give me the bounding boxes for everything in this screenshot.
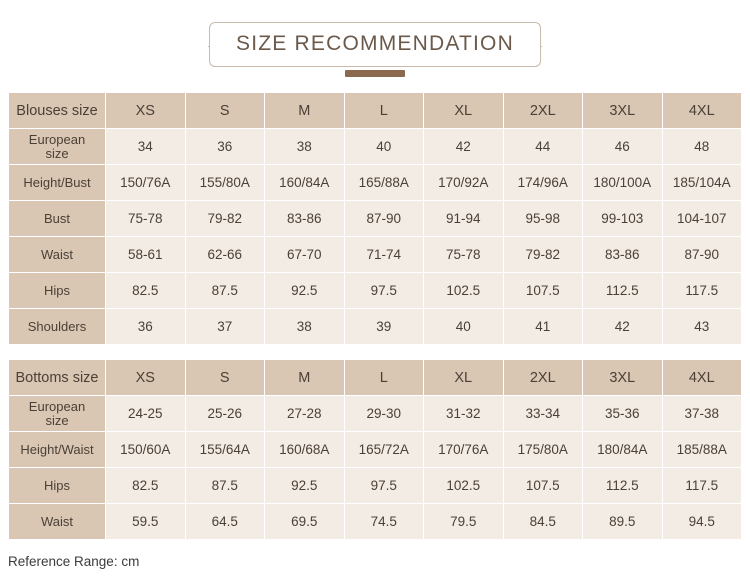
cell: 59.5	[106, 504, 186, 540]
cell: 69.5	[265, 504, 345, 540]
table-row	[9, 237, 742, 273]
row-header-waist: Waist	[9, 237, 106, 273]
cell: 165/88A	[344, 165, 424, 201]
cell: 75-78	[424, 237, 504, 273]
cell: 97.5	[344, 468, 424, 504]
table-row	[9, 468, 742, 504]
cell: 35-36	[583, 396, 663, 432]
cell: 117.5	[662, 273, 742, 309]
col-header-3xl: 3XL	[583, 360, 663, 396]
col-header-s: S	[185, 93, 265, 129]
cell: 43	[662, 309, 742, 345]
table-row	[9, 129, 742, 165]
table-row	[9, 504, 742, 540]
cell: 37-38	[662, 396, 742, 432]
row-header-hips: Hips	[9, 273, 106, 309]
row-header-line-1: European	[28, 131, 86, 147]
cell: 102.5	[424, 468, 504, 504]
col-header-xs: XS	[106, 93, 186, 129]
page-header	[0, 0, 750, 92]
row-header-waist: Waist	[9, 504, 106, 540]
cell: 38	[265, 309, 345, 345]
cell: 79-82	[503, 237, 583, 273]
cell: 37	[185, 309, 265, 345]
cell: 79-82	[185, 201, 265, 237]
bottoms-size-table	[8, 359, 742, 540]
cell: 36	[185, 129, 265, 165]
row-header-european-size	[9, 396, 106, 432]
cell: 117.5	[662, 468, 742, 504]
cell: 170/76A	[424, 432, 504, 468]
cell: 38	[265, 129, 345, 165]
cell: 89.5	[583, 504, 663, 540]
cell: 48	[662, 129, 742, 165]
table-gap	[0, 345, 750, 359]
cell: 40	[424, 309, 504, 345]
row-header-european-size	[9, 129, 106, 165]
cell: 180/100A	[583, 165, 663, 201]
cell: 180/84A	[583, 432, 663, 468]
cell: 185/104A	[662, 165, 742, 201]
cell: 44	[503, 129, 583, 165]
col-header-l: L	[344, 360, 424, 396]
cell: 97.5	[344, 273, 424, 309]
col-header-l: L	[344, 93, 424, 129]
cell: 107.5	[503, 468, 583, 504]
cell: 74.5	[344, 504, 424, 540]
col-header-4xl: 4XL	[662, 360, 742, 396]
cell: 87.5	[185, 468, 265, 504]
page-title: SIZE RECOMMENDATION	[236, 32, 514, 55]
cell: 150/60A	[106, 432, 186, 468]
cell: 83-86	[265, 201, 345, 237]
cell: 33-34	[503, 396, 583, 432]
cell: 84.5	[503, 504, 583, 540]
title-accent-bar	[345, 70, 405, 77]
cell: 175/80A	[503, 432, 583, 468]
cell: 87-90	[344, 201, 424, 237]
cell: 92.5	[265, 273, 345, 309]
cell: 42	[583, 309, 663, 345]
cell: 29-30	[344, 396, 424, 432]
col-header-2xl: 2XL	[503, 93, 583, 129]
col-header-m: M	[265, 93, 345, 129]
col-header-xs: XS	[106, 360, 186, 396]
blouses-table-wrap	[0, 92, 750, 345]
cell: 155/64A	[185, 432, 265, 468]
row-header-blouses-size: Blouses size	[9, 93, 106, 129]
row-header-height-waist: Height/Waist	[9, 432, 106, 468]
cell: 91-94	[424, 201, 504, 237]
cell: 75-78	[106, 201, 186, 237]
cell: 107.5	[503, 273, 583, 309]
cell: 92.5	[265, 468, 345, 504]
row-header-line-2: size	[45, 412, 69, 428]
cell: 160/68A	[265, 432, 345, 468]
cell: 25-26	[185, 396, 265, 432]
col-header-xl: XL	[424, 93, 504, 129]
cell: 170/92A	[424, 165, 504, 201]
cell: 41	[503, 309, 583, 345]
col-header-m: M	[265, 360, 345, 396]
table-row	[9, 273, 742, 309]
cell: 94.5	[662, 504, 742, 540]
cell: 58-61	[106, 237, 186, 273]
cell: 160/84A	[265, 165, 345, 201]
cell: 27-28	[265, 396, 345, 432]
table-row	[9, 309, 742, 345]
cell: 62-66	[185, 237, 265, 273]
cell: 82.5	[106, 273, 186, 309]
cell: 95-98	[503, 201, 583, 237]
cell: 24-25	[106, 396, 186, 432]
cell: 165/72A	[344, 432, 424, 468]
cell: 71-74	[344, 237, 424, 273]
cell: 150/76A	[106, 165, 186, 201]
cell: 83-86	[583, 237, 663, 273]
row-header-line-2: size	[45, 145, 69, 161]
col-header-2xl: 2XL	[503, 360, 583, 396]
col-header-xl: XL	[424, 360, 504, 396]
row-header-bust: Bust	[9, 201, 106, 237]
cell: 40	[344, 129, 424, 165]
table-header-row	[9, 360, 742, 396]
cell: 112.5	[583, 468, 663, 504]
cell: 87-90	[662, 237, 742, 273]
cell: 102.5	[424, 273, 504, 309]
cell: 36	[106, 309, 186, 345]
row-header-shoulders: Shoulders	[9, 309, 106, 345]
cell: 82.5	[106, 468, 186, 504]
blouses-size-table	[8, 92, 742, 345]
table-row	[9, 432, 742, 468]
col-header-3xl: 3XL	[583, 93, 663, 129]
title-box	[209, 22, 541, 67]
cell: 112.5	[583, 273, 663, 309]
cell: 42	[424, 129, 504, 165]
cell: 39	[344, 309, 424, 345]
table-row	[9, 201, 742, 237]
cell: 87.5	[185, 273, 265, 309]
cell: 34	[106, 129, 186, 165]
bottoms-table-wrap	[0, 359, 750, 540]
cell: 155/80A	[185, 165, 265, 201]
col-header-s: S	[185, 360, 265, 396]
row-header-line-1: European	[28, 398, 86, 414]
row-header-hips: Hips	[9, 468, 106, 504]
row-header-height-bust: Height/Bust	[9, 165, 106, 201]
table-row	[9, 396, 742, 432]
cell: 79.5	[424, 504, 504, 540]
cell: 185/88A	[662, 432, 742, 468]
cell: 31-32	[424, 396, 504, 432]
cell: 99-103	[583, 201, 663, 237]
cell: 67-70	[265, 237, 345, 273]
col-header-4xl: 4XL	[662, 93, 742, 129]
row-header-bottoms-size: Bottoms size	[9, 360, 106, 396]
cell: 174/96A	[503, 165, 583, 201]
reference-range-note: Reference Range: cm	[8, 554, 140, 569]
table-row	[9, 165, 742, 201]
cell: 46	[583, 129, 663, 165]
cell: 64.5	[185, 504, 265, 540]
table-header-row	[9, 93, 742, 129]
cell: 104-107	[662, 201, 742, 237]
